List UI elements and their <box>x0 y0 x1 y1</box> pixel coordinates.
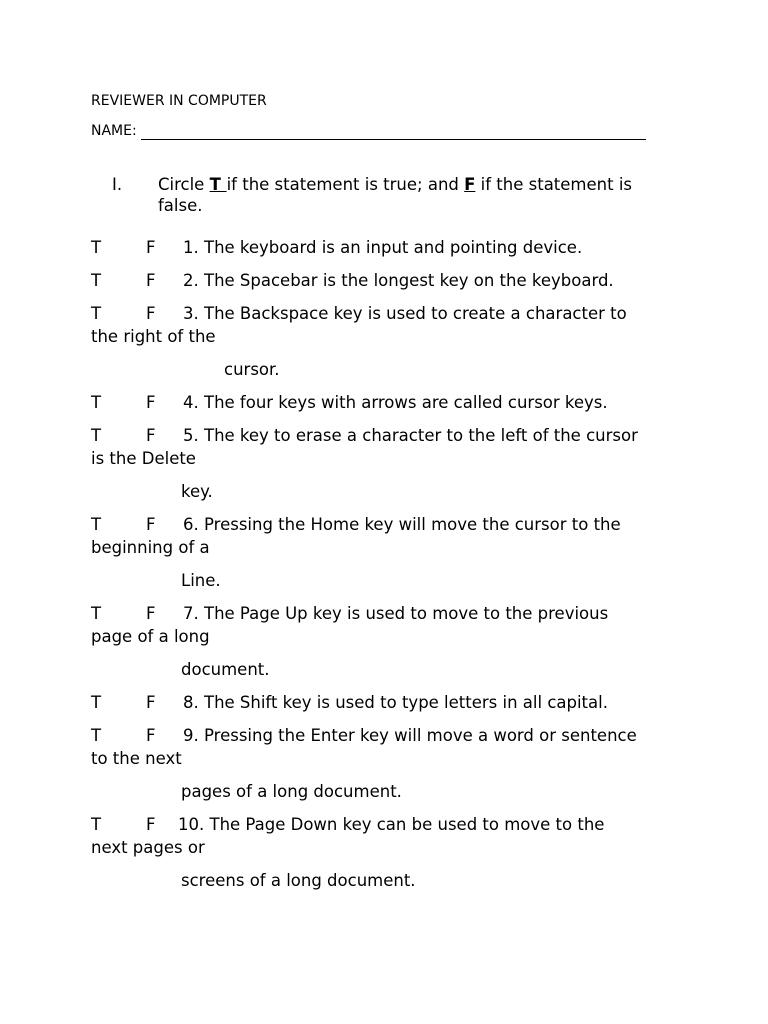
question-text-wrap: page of a long <box>91 627 210 646</box>
question-text-wrap: next pages or <box>91 838 205 857</box>
question-text: 5. The key to erase a character to the left of the cursor <box>183 426 638 445</box>
name-blank-line <box>141 123 646 140</box>
true-option: T <box>91 726 102 745</box>
true-option: T <box>91 238 102 257</box>
true-option: T <box>91 304 102 323</box>
question-text-wrap: beginning of a <box>91 538 210 557</box>
question-continuation: key. <box>181 482 213 501</box>
question-text-wrap: is the Delete <box>91 449 196 468</box>
false-option: F <box>146 604 156 623</box>
instruction-true-mark: T <box>209 175 227 194</box>
question-continuation: cursor. <box>224 360 280 379</box>
question-text: 2. The Spacebar is the longest key on the keyboard. <box>183 271 614 290</box>
question-continuation: document. <box>181 660 270 679</box>
question-continuation: pages of a long document. <box>181 782 402 801</box>
false-option: F <box>146 815 156 834</box>
instruction-post: if the statement is false. <box>158 175 633 215</box>
question-text: 9. Pressing the Enter key will move a word or sentence <box>183 726 637 745</box>
true-option: T <box>91 393 102 412</box>
question-text: 8. The Shift key is used to type letters in all capital. <box>183 693 608 712</box>
question-continuation: screens of a long document. <box>181 871 416 890</box>
name-label: NAME: <box>91 123 137 139</box>
section-numeral: I. <box>112 175 123 194</box>
question-continuation: Line. <box>181 571 221 590</box>
question-text: 4. The four keys with arrows are called cursor keys. <box>183 393 608 412</box>
false-option: F <box>146 726 156 745</box>
question-text: 1. The keyboard is an input and pointing device. <box>183 238 583 257</box>
true-option: T <box>91 693 102 712</box>
true-option: T <box>91 271 102 290</box>
question-text: 6. Pressing the Home key will move the cursor to the <box>183 515 621 534</box>
false-option: F <box>146 426 156 445</box>
false-option: F <box>146 693 156 712</box>
true-option: T <box>91 604 102 623</box>
instruction-mid: if the statement is true; and <box>226 175 465 194</box>
false-option: F <box>146 238 156 257</box>
question-text: 10. The Page Down key can be used to move to the <box>178 815 605 834</box>
question-text-wrap: the right of the <box>91 327 216 346</box>
instruction-pre: Circle <box>158 175 210 194</box>
true-option: T <box>91 815 102 834</box>
true-option: T <box>91 515 102 534</box>
false-option: F <box>146 515 156 534</box>
question-text: 3. The Backspace key is used to create a character to <box>183 304 627 323</box>
instruction-text <box>158 174 678 216</box>
instruction-false-mark: F <box>464 175 476 194</box>
false-option: F <box>146 271 156 290</box>
true-option: T <box>91 426 102 445</box>
false-option: F <box>146 393 156 412</box>
question-text: 7. The Page Up key is used to move to the previous <box>183 604 609 623</box>
document-title: REVIEWER IN COMPUTER <box>91 93 267 109</box>
name-row <box>91 122 646 140</box>
question-text-wrap: to the next <box>91 749 182 768</box>
false-option: F <box>146 304 156 323</box>
